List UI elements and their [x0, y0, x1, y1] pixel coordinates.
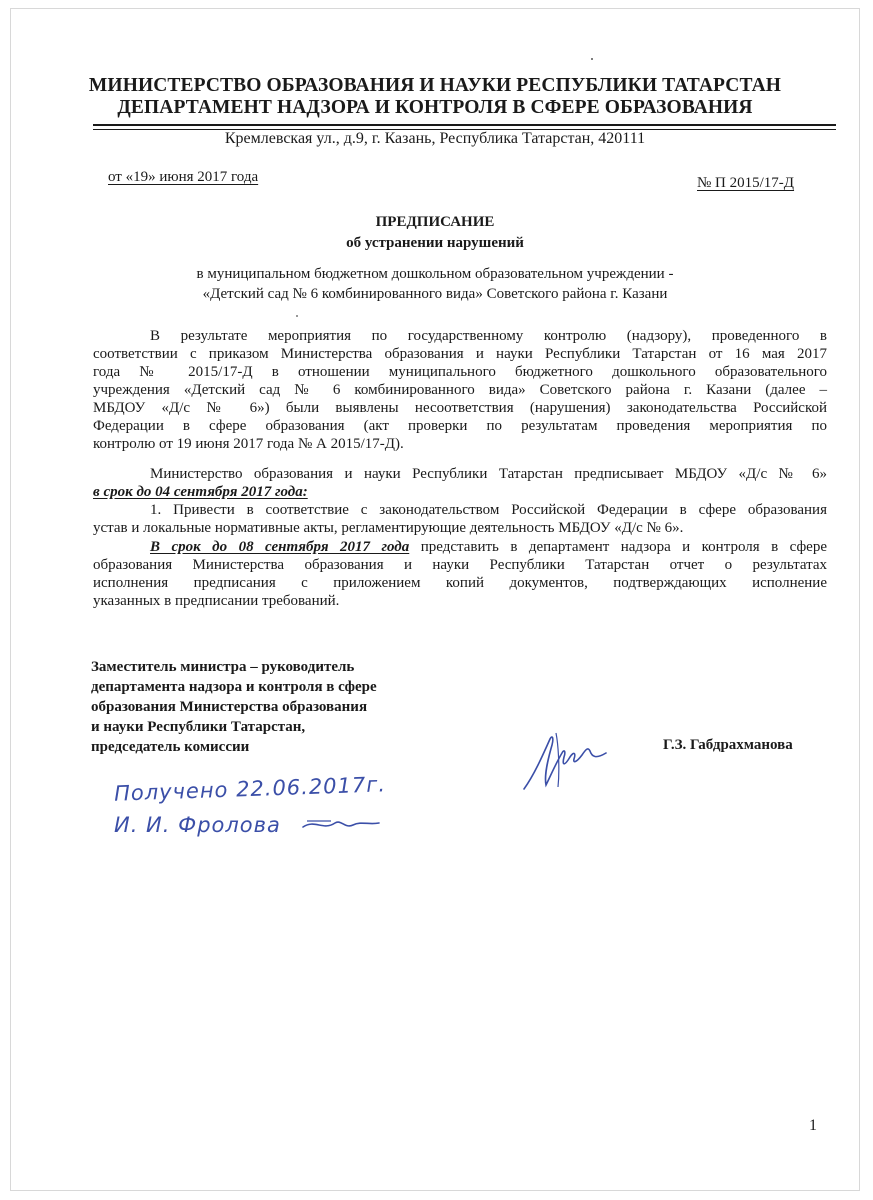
text-fragment: представить в департамент надзора и контроля в сфере [420, 539, 827, 555]
signatory-line: председатель комиссии [91, 739, 250, 755]
signatory-line: департамента надзора и контроля в сфере [91, 679, 377, 695]
deadline-2: В срок до 08 сентября 2017 года [150, 539, 410, 555]
text-line: года № 2015/17-Д в отношении муниципального бюджетного дошкольного образовательного [93, 364, 827, 380]
text-line: указанных в предписании требований. [93, 593, 340, 609]
document-date: от «19» июня 2017 года [108, 169, 259, 185]
document-title: ПРЕДПИСАНИЕ [375, 214, 495, 230]
text-line: Министерство образования и науки Республики Татарстан предписывает МБДОУ «Д/с № 6» [150, 466, 827, 482]
header-rule-thick [93, 124, 836, 126]
text-line: МБДОУ «Д/с № 6») были выявлены несоответствия (нарушения) законодательства Российской [93, 400, 827, 416]
department-header: ДЕПАРТАМЕНТ НАДЗОРА И КОНТРОЛЯ В СФЕРЕ ОБРАЗОВАНИЯ [117, 97, 753, 118]
text-line [93, 538, 827, 556]
document-number: № П 2015/17-Д [697, 175, 795, 191]
signatory-line: образования Министерства образования [91, 699, 368, 715]
text-line: 1. Привести в соответствие с законодательством Российской Федерации в сфере образования [150, 502, 827, 518]
institution-line-2: «Детский сад № 6 комбинированного вида» Советского района г. Казани [202, 286, 668, 302]
document-subtitle: об устранении нарушений [346, 235, 524, 251]
received-note: Получено 22.06.2017г. [113, 772, 387, 806]
scan-speck [591, 58, 593, 60]
signatory-line: Заместитель министра – руководитель [91, 659, 355, 675]
text-line: контролю от 19 июня 2017 года № А 2015/17-Д). [93, 436, 404, 452]
paragraph-order [93, 465, 827, 501]
institution-line-1: в муниципальном бюджетном дошкольном образовательном учреждении - [196, 266, 674, 282]
receiver-signature [301, 815, 381, 835]
signatory-name: Г.З. Габдрахманова [663, 737, 793, 753]
text-line: соответствии с приказом Министерства образования и науки Республики Татарстан от 16 мая 2017 [93, 346, 827, 362]
deadline-1: в срок до 04 сентября 2017 года: [93, 484, 308, 500]
document-page [10, 8, 860, 1191]
text-line: устав и локальные нормативные акты, регламентирующие деятельность МБДОУ «Д/с № 6». [93, 520, 684, 536]
receiver-name: И. И. Фролова [114, 813, 281, 837]
text-line: исполнения предписания с приложением копий документов, подтверждающих исполнение [93, 575, 827, 591]
text-line: В результате мероприятия по государственному контролю (надзору), проведенного в [150, 328, 827, 344]
text-line: образования Министерства образования и науки Республики Татарстан отчет о результатах [93, 557, 827, 573]
scan-speck [296, 315, 298, 317]
text-line: учреждения «Детский сад № 6 комбинированного вида» Советского района г. Казани (далее – [93, 382, 827, 398]
paragraph-findings [93, 327, 827, 453]
deadline-line [93, 483, 827, 501]
paragraph-report [93, 538, 827, 610]
signatory-title [91, 657, 377, 757]
signature-mark [516, 727, 626, 797]
text-line: Федерации в сфере образования (акт проверки по результатам проведения мероприятия по [93, 418, 827, 434]
paragraph-item-1 [93, 501, 827, 537]
address-line: Кремлевская ул., д.9, г. Казань, Республика Татарстан, 420111 [224, 130, 646, 147]
signatory-line: и науки Республики Татарстан, [91, 719, 306, 735]
page-number: 1 [809, 1117, 817, 1134]
ministry-header: МИНИСТЕРСТВО ОБРАЗОВАНИЯ И НАУКИ РЕСПУБЛИКИ ТАТАРСТАН [88, 75, 782, 96]
